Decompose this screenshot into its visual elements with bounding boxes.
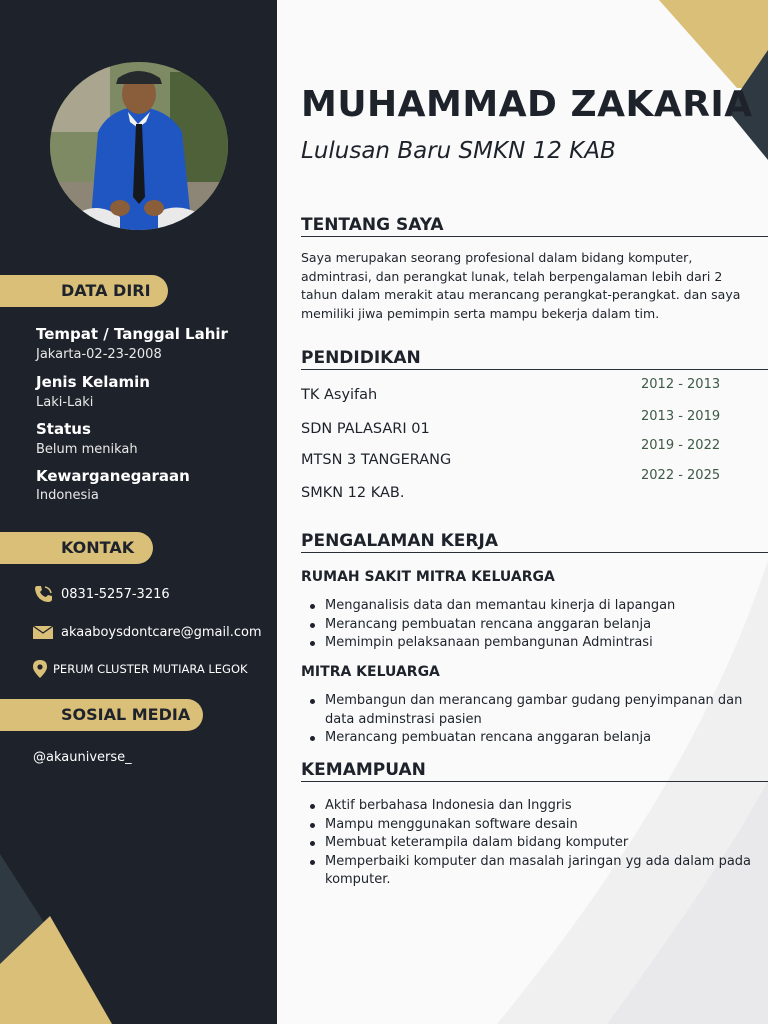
kontak-heading: [0, 532, 153, 564]
main-content: [277, 0, 768, 1024]
data-diri-heading-label: DATA DIRI: [61, 281, 151, 300]
profile-photo: [50, 62, 228, 230]
job-duties-list: [301, 597, 768, 653]
list-item: Merancang pembuatan rencana anggaran belanja: [325, 729, 768, 748]
education-school: SDN PALASARI 01: [301, 421, 430, 437]
data-diri-heading: [0, 275, 168, 307]
nationality-label: Kewarganegaraan: [36, 467, 190, 485]
about-divider: [301, 236, 768, 237]
job-title: RUMAH SAKIT MITRA KELUARGA: [301, 569, 555, 585]
education-school: MTSN 3 TANGERANG: [301, 452, 452, 468]
experience-heading: PENGALAMAN KERJA: [301, 531, 498, 551]
about-text: Saya merupakan seorang profesional dalam bidang komputer, admintrasi, dan perangkat lunak, telah berpengalaman lebih dari 2 tahun dalam merakit atau merancang perangkat-perangkat. dan saya memiliki jiwa pemimpin serta mampu bekerja dalam tim.: [301, 250, 741, 321]
list-item: Aktif berbahasa Indonesia dan Inggris: [325, 797, 768, 816]
skills-divider: [301, 781, 768, 782]
list-item: Mampu menggunakan software desain: [325, 816, 768, 835]
candidate-subtitle: Lulusan Baru SMKN 12 KAB: [301, 138, 616, 164]
address: PERUM CLUSTER MUTIARA LEGOK: [53, 662, 248, 676]
list-item: Memperbaiki komputer dan masalah jaringan yg ada dalam pada komputer.: [325, 853, 768, 890]
location-pin-icon: [33, 660, 47, 678]
address-row: [33, 660, 248, 678]
job-duties-list: [301, 692, 768, 748]
phone-number: 0831-5257-3216: [61, 586, 170, 602]
list-item: Membuat keterampila dalam bidang komputer: [325, 834, 768, 853]
phone-row: [33, 585, 170, 603]
birth-value: Jakarta-02-23-2008: [36, 347, 162, 362]
kontak-heading-label: KONTAK: [61, 538, 135, 557]
nationality-value: Indonesia: [36, 488, 99, 503]
education-year: 2019 - 2022: [641, 438, 721, 453]
birth-label: Tempat / Tanggal Lahir: [36, 325, 228, 343]
email-row: [33, 623, 262, 641]
about-heading: TENTANG SAYA: [301, 215, 444, 235]
phone-icon: [33, 585, 53, 603]
list-item: Merancang pembuatan rencana anggaran belanja: [325, 616, 768, 635]
education-heading: PENDIDIKAN: [301, 348, 421, 368]
skills-list: [301, 797, 768, 890]
list-item: Menganalisis data dan memantau kinerja di lapangan: [325, 597, 768, 616]
gender-label: Jenis Kelamin: [36, 373, 150, 391]
gender-value: Laki-Laki: [36, 395, 94, 410]
status-value: Belum menikah: [36, 442, 138, 457]
sidebar-corner-decoration: [0, 854, 277, 1024]
education-year: 2012 - 2013: [641, 377, 721, 392]
candidate-name: MUHAMMAD ZAKARIA: [301, 84, 753, 125]
experience-divider: [301, 552, 768, 553]
status-label: Status: [36, 420, 91, 438]
skills-heading: KEMAMPUAN: [301, 760, 426, 780]
email-address: akaaboysdontcare@gmail.com: [61, 624, 262, 640]
sosial-media-heading: [0, 699, 203, 731]
social-handle: @akauniverse_: [33, 750, 132, 765]
education-school: SMKN 12 KAB.: [301, 485, 405, 501]
education-divider: [301, 369, 768, 370]
education-school: TK Asyifah: [301, 387, 378, 403]
education-year: 2013 - 2019: [641, 409, 721, 424]
job-title: MITRA KELUARGA: [301, 664, 440, 680]
sidebar: [0, 0, 277, 1024]
sosial-media-heading-label: SOSIAL MEDIA: [61, 705, 191, 724]
education-year: 2022 - 2025: [641, 468, 721, 483]
list-item: Membangun dan merancang gambar gudang penyimpanan dan data adminstrasi pasien: [325, 692, 768, 729]
list-item: Memimpin pelaksanaan pembangunan Admintrasi: [325, 634, 768, 653]
mail-icon: [33, 623, 53, 641]
